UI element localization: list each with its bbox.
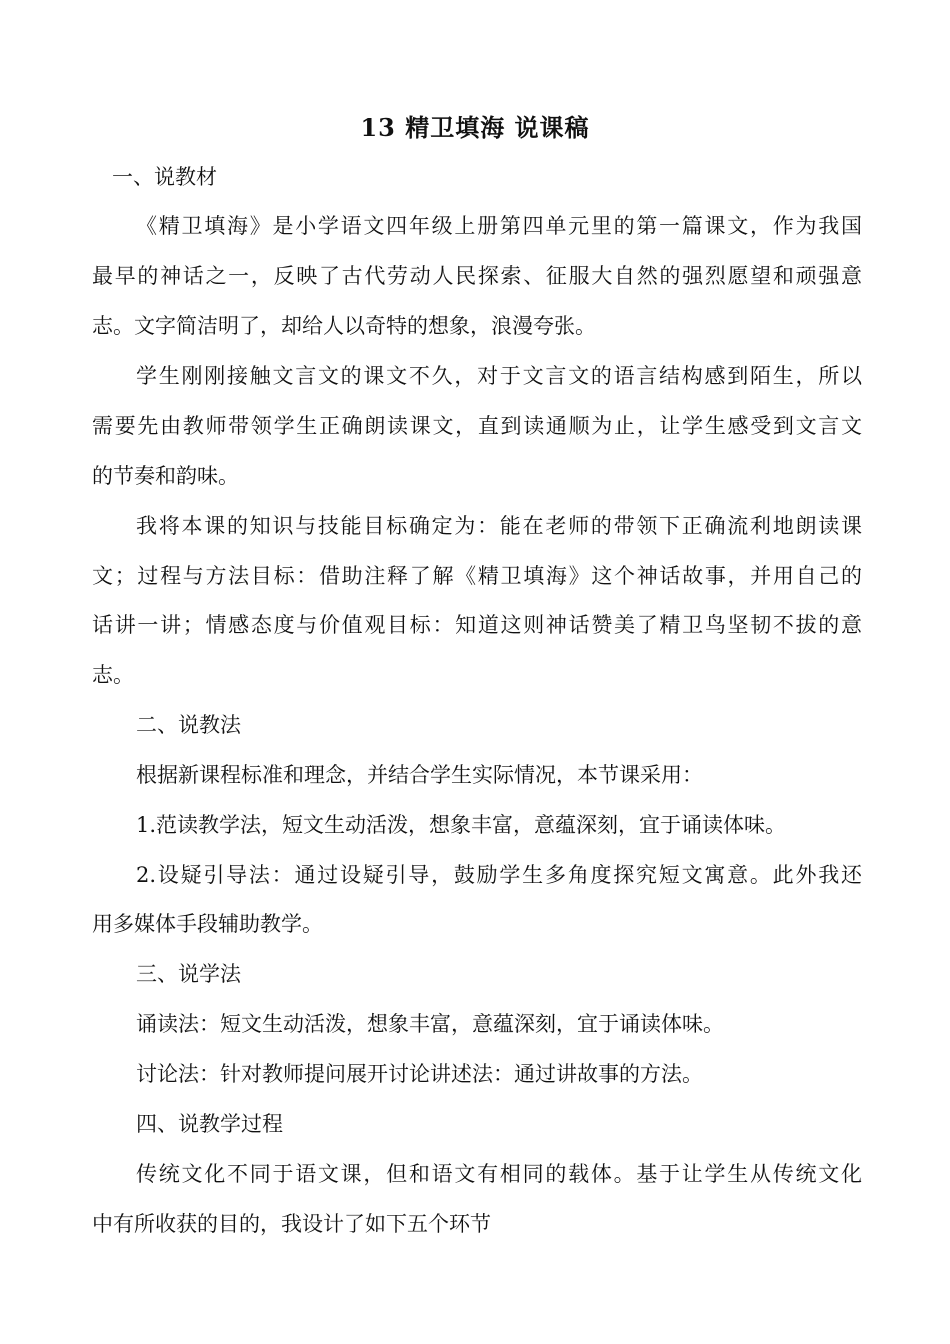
paragraph-line: 讨论法：针对教师提问展开讨论讲述法：通过讲故事的方法。 [136, 1062, 703, 1086]
paragraph-line: 用多媒体手段辅助教学。 [92, 912, 323, 936]
paragraph-line: 文；过程与方法目标：借助注释了解《精卫填海》这个神话故事，并用自己的 [92, 564, 862, 588]
document-title: 13 精卫填海 说课稿 [360, 113, 590, 142]
paragraph-line: 志。文字简洁明了，却给人以奇特的想象，浪漫夸张。 [92, 314, 596, 338]
paragraph-line: 志。 [92, 663, 134, 687]
section-heading-process: 四、说教学过程 [136, 1112, 283, 1136]
list-item: 1.范读教学法，短文生动活泼，想象丰富，意蕴深刻，宜于诵读体味。 [136, 813, 787, 837]
paragraph-line: 根据新课程标准和理念，并结合学生实际情况，本节课采用： [136, 763, 703, 787]
paragraph-line: 我将本课的知识与技能目标确定为：能在老师的带领下正确流利地朗读课 [136, 514, 862, 538]
section-heading-learning: 三、说学法 [136, 962, 241, 986]
paragraph-line: 中有所收获的目的，我设计了如下五个环节 [92, 1212, 491, 1236]
paragraph-line: 传统文化不同于语文课，但和语文有相同的载体。基于让学生从传统文化 [136, 1162, 862, 1186]
paragraph-line: 最早的神话之一，反映了古代劳动人民探索、征服大自然的强烈愿望和顽强意 [92, 264, 862, 288]
paragraph-line: 诵读法：短文生动活泼，想象丰富，意蕴深刻，宜于诵读体味。 [136, 1012, 724, 1036]
list-item: 2.设疑引导法：通过设疑引导，鼓励学生多角度探究短文寓意。此外我还 [136, 863, 862, 887]
paragraph-line: 话讲一讲；情感态度与价值观目标：知道这则神话赞美了精卫鸟坚韧不拔的意 [92, 613, 862, 637]
paragraph-line: 学生刚刚接触文言文的课文不久，对于文言文的语言结构感到陌生，所以 [136, 364, 862, 388]
section-heading-methods: 二、说教法 [136, 713, 241, 737]
paragraph-line: 《精卫填海》是小学语文四年级上册第四单元里的第一篇课文，作为我国 [136, 214, 862, 238]
paragraph-line: 需要先由教师带领学生正确朗读课文，直到读通顺为止，让学生感受到文言文 [92, 414, 862, 438]
paragraph-line: 的节奏和韵味。 [92, 464, 239, 488]
section-heading-materials: 一、说教材 [112, 165, 217, 189]
